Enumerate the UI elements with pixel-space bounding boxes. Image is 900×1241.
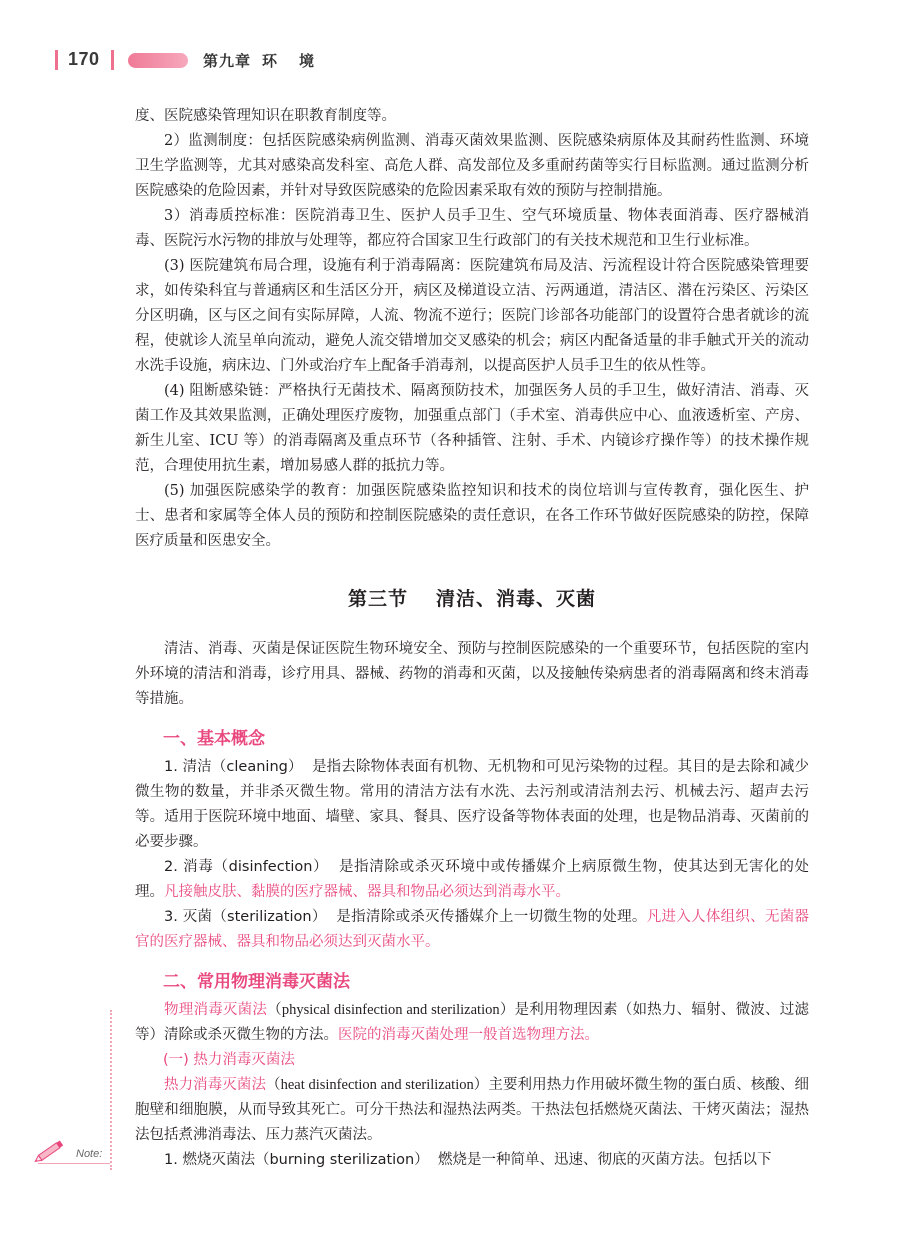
highlight-text: 凡进入人体组织、无菌器官的医疗器械、器具和物品必须达到灭菌水平。 bbox=[135, 909, 809, 950]
body-text: 是利用物理因素（如热力、辐射、微波、过滤等）清除或杀灭微生物的方法。 bbox=[135, 1002, 810, 1043]
page-header bbox=[0, 50, 900, 74]
english-term: （heat disinfection and sterilization） bbox=[266, 1077, 489, 1093]
note-margin-dots bbox=[110, 1010, 112, 1170]
highlight-term: 热力消毒灭菌法 bbox=[164, 1077, 267, 1093]
definition-text: 是指去除物体表面有机物、无机物和可见污染物的过程。其目的是去除和减少微生物的数量，并非杀灭微生物。常用的清洁方法有水洗、去污剂或清洁剂去污、机械去污、超声去污等。适用于医院环境中地面、墙壁、家具、餐具、医疗设备等物体表面的处理，也是物品消毒、灭菌前的必要步骤。 bbox=[135, 759, 810, 850]
pencil-icon bbox=[30, 1136, 70, 1166]
definition-text: 是指清除或杀灭环境中或传播媒介上病原微生物，使其达到无害化的处理。 bbox=[135, 859, 809, 900]
note-label: Note: bbox=[76, 1148, 103, 1160]
body-text: 主要利用热力作用破坏微生物的蛋白质、核酸、细胞壁和细胞膜，从而导致其死亡。可分干热法和湿热法两类。干热法包括燃烧灭菌法、干烤灭菌法；湿热法包括煮沸消毒法、压力蒸汽灭菌法。 bbox=[135, 1077, 810, 1143]
section-intro: 清洁、消毒、灭菌是保证医院生物环境安全、预防与控制医院感染的一个重要环节，包括医院的室内外环境的清洁和消毒，诊疗用具、器械、药物的消毒和灭菌，以及接触传染病患者的消毒隔离和终末消毒等措施。 bbox=[135, 641, 809, 707]
definition-cleaning bbox=[135, 755, 809, 855]
highlight-term: 物理消毒灭菌法 bbox=[164, 1002, 268, 1018]
heading-basic-concepts: 一、基本概念 bbox=[163, 729, 265, 749]
paragraph: 2）监测制度：包括医院感染病例监测、消毒灭菌效果监测、医院感染病原体及其耐药性监测、环境卫生学监测等，尤其对感染高发科室、高危人群、高发部位及多重耐药菌等实行目标监测。通过监测分析医院感染的危险因素，并针对导致医院感染的危险因素采取有效的预防与控制措施。 bbox=[135, 133, 809, 199]
definition-sterilization bbox=[135, 905, 809, 955]
section-number: 第三节 bbox=[347, 588, 408, 610]
term-burning: 1. 燃烧灭菌法（burning sterilization） bbox=[164, 1152, 429, 1168]
term-cleaning: 1. 清洁（cleaning） bbox=[164, 759, 303, 775]
paragraph: 3）消毒质控标准：医院消毒卫生、医护人员手卫生、空气环境质量、物体表面消毒、医疗器械消毒、医院污水污物的排放与处理等，都应符合国家卫生行政部门的有关技术规范和卫生行业标准。 bbox=[135, 208, 809, 249]
burning-sterilization-paragraph bbox=[135, 1148, 809, 1173]
chapter-title: 环境 bbox=[262, 52, 337, 70]
body-text: 燃烧是一种简单、迅速、彻底的灭菌方法。包括以下 bbox=[437, 1152, 772, 1168]
paragraph: 度、医院感染管理知识在职教育制度等。 bbox=[135, 108, 396, 124]
paragraph: (5) 加强医院感染学的教育：加强医院感染监控知识和技术的岗位培训与宣传教育，强化医生、护士、患者和家属等全体人员的预防和控制医院感染的责任意识，在各工作环节做好医院感染的防控，保障医疗质量和医患安全。 bbox=[135, 483, 809, 549]
page-body bbox=[135, 104, 809, 1173]
term-sterilization: 3. 灭菌（sterilization） bbox=[164, 909, 327, 925]
heat-methods-paragraph bbox=[135, 1073, 809, 1148]
paragraph: (3) 医院建筑布局合理，设施有利于消毒隔离：医院建筑布局及洁、污流程设计符合医院感染管理要求，如传染科宜与普通病区和生活区分开，病区及梯道设立洁、污两通道，清洁区、潜在污染区、污染区分区明确，区与区之间有实际屏障，人流、物流不逆行；医院门诊部各功能部门的设置符合患者就诊的流程，使就诊人流呈单向流动，避免人流交错增加交叉感染的机会；病区内配备适量的非手触式开关的流动水洗手设施，病床边、门外或治疗车上配备手消毒剂，以提高医护人员手卫生的依从性等。 bbox=[135, 258, 809, 374]
page-number: 170 bbox=[68, 49, 100, 69]
highlight-text: 凡接触皮肤、黏膜的医疗器械、器具和物品必须达到消毒水平。 bbox=[164, 884, 570, 900]
english-term: （physical disinfection and sterilization） bbox=[267, 1002, 515, 1018]
definition-text: 是指清除或杀灭传播媒介上一切微生物的处理。 bbox=[336, 909, 647, 925]
header-left-bar bbox=[55, 50, 58, 70]
subheading-heat-methods: (一) 热力消毒灭菌法 bbox=[163, 1052, 295, 1068]
heading-physical-methods: 二、常用物理消毒灭菌法 bbox=[163, 972, 350, 992]
term-disinfection: 2. 消毒（disinfection） bbox=[164, 859, 329, 875]
section-name: 清洁、消毒、灭菌 bbox=[436, 588, 597, 610]
chapter-label: 第九章 bbox=[203, 52, 252, 70]
definition-disinfection bbox=[135, 855, 809, 905]
header-divider-bar bbox=[111, 50, 114, 70]
section-title bbox=[135, 584, 809, 611]
header-decor-pill bbox=[128, 53, 188, 68]
paragraph: (4) 阻断感染链：严格执行无菌技术、隔离预防技术，加强医务人员的手卫生，做好清洁、消毒、灭菌工作及其效果监测，正确处理医疗废物，加强重点部门（手术室、消毒供应中心、血液透析室、产房、新生儿室、ICU 等）的消毒隔离及重点环节（各种插管、注射、手术、内镜诊疗操作等）的技术操作规范，合理使用抗生素，增加易感人群的抵抗力等。 bbox=[135, 383, 809, 474]
highlight-text: 医院的消毒灭菌处理一般首选物理方法。 bbox=[338, 1027, 599, 1043]
physical-methods-lead bbox=[135, 998, 809, 1048]
